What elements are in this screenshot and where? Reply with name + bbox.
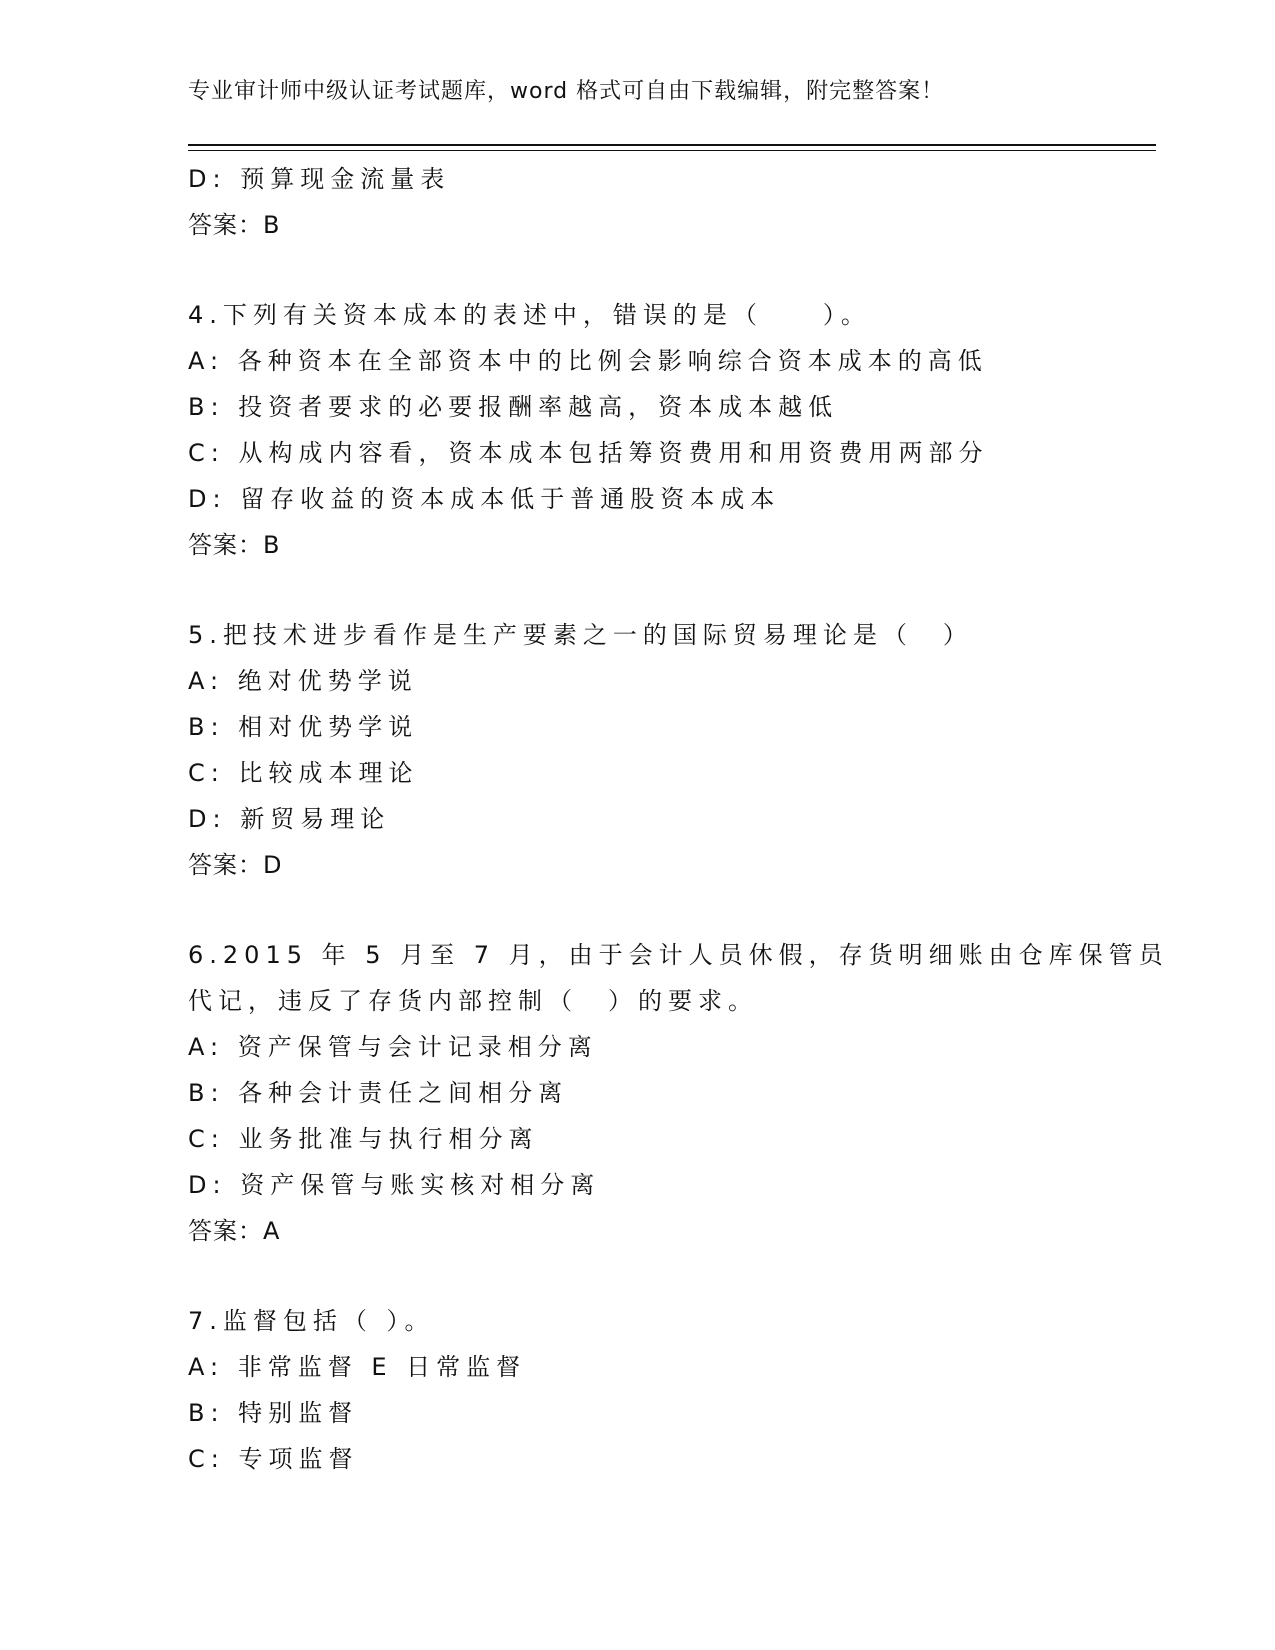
option-a: A: 各种资本在全部资本中的比例会影响综合资本成本的高低 [188,347,988,375]
question-stem: 4.下列有关资本成本的表述中，错误的是（ ）。 [188,301,871,329]
option-d: D: 留存收益的资本成本低于普通股资本成本 [188,485,781,513]
option-a: A: 绝对优势学说 [188,667,418,695]
spacer [188,248,1088,292]
answer-line: 答案：B [188,531,281,559]
option-a: A: 资产保管与会计记录相分离 [188,1033,598,1061]
spacer [188,1254,1088,1298]
option-c: C: 从构成内容看，资本成本包括筹资费用和用资费用两部分 [188,439,989,467]
answer-line: 答案：D [188,851,283,879]
question-stem: 7.监督包括（ ）。 [188,1307,435,1335]
answer-line: 答案：A [188,1217,281,1245]
header-rule-thin [188,150,1156,151]
option-d: D: 资产保管与账实核对相分离 [188,1171,601,1199]
header-rule-thick [188,144,1156,146]
option-d: D: 预算现金流量表 [188,165,451,193]
spacer [188,568,1088,612]
option-c: C: 业务批准与执行相分离 [188,1125,539,1153]
page-header: 专业审计师中级认证考试题库，word 格式可自由下载编辑，附完整答案！ [188,79,945,104]
question-list [188,156,1169,1482]
question-stem-continued: 代记，违反了存货内部控制（ ）的要求。 [188,987,758,1015]
option-a: A: 非常监督 E 日常监督 [188,1353,527,1381]
option-b: B: 各种会计责任之间相分离 [188,1079,569,1107]
option-b: B: 特别监督 [188,1399,359,1427]
spacer [188,888,1088,932]
option-c: C: 专项监督 [188,1445,359,1473]
option-b: B: 相对优势学说 [188,713,419,741]
question-stem: 6.2015 年 5 月至 7 月，由于会计人员休假，存货明细账由仓库保管员 [188,941,1169,969]
question-stem: 5.把技术进步看作是生产要素之一的国际贸易理论是（ ） [188,621,973,649]
answer-line: 答案：B [188,211,281,239]
option-b: B: 投资者要求的必要报酬率越高，资本成本越低 [188,393,839,421]
option-c: C: 比较成本理论 [188,759,419,787]
option-d: D: 新贸易理论 [188,805,391,833]
